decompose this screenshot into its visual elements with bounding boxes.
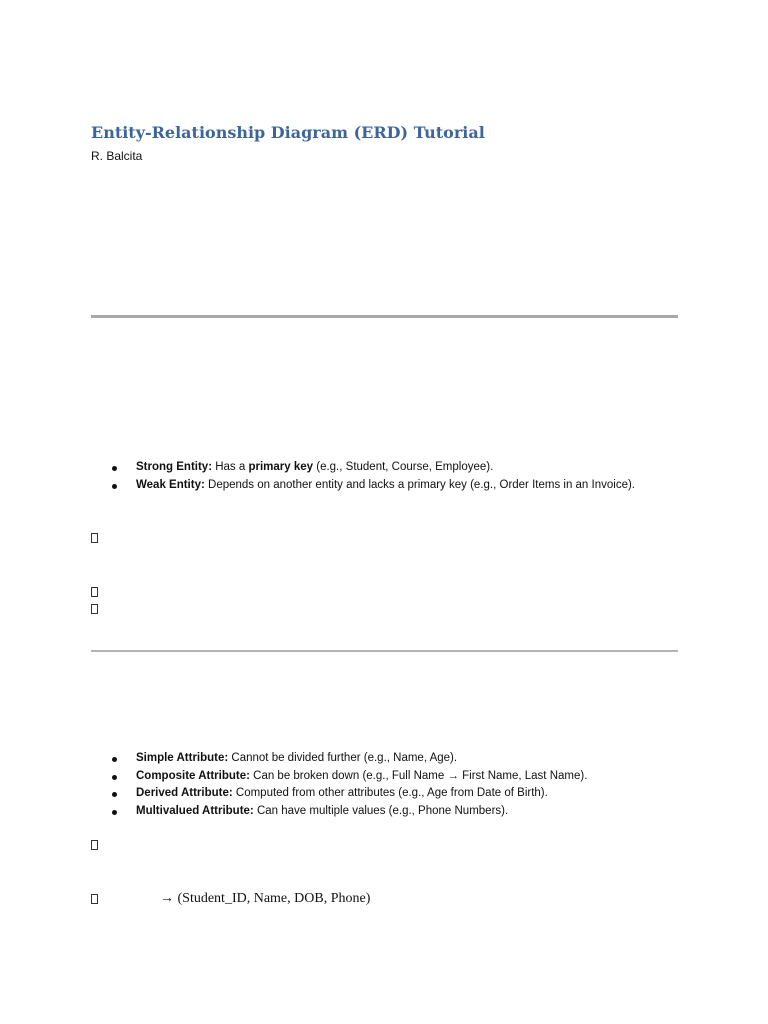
emphasis-text: primary key — [248, 461, 314, 473]
term-label: Simple Attribute: — [136, 752, 229, 764]
document-author: R. Balcita — [91, 149, 143, 163]
missing-glyph-icon — [91, 894, 98, 904]
description-text: Can have multiple values (e.g., Phone Numbers). — [253, 804, 509, 817]
description-text: Cannot be divided further (e.g., Name, Age). — [228, 752, 458, 764]
entity-types-list — [110, 459, 646, 494]
list-item-composite-attribute — [110, 768, 646, 786]
description-text: Has a — [212, 461, 249, 473]
missing-glyph-icon — [91, 604, 98, 614]
list-item-strong-entity — [110, 459, 646, 477]
missing-glyph-icon — [91, 840, 98, 850]
bullet-icon — [112, 757, 117, 762]
bullet-icon — [112, 810, 117, 815]
bullet-icon — [112, 792, 117, 797]
term-label: Composite Attribute: — [136, 769, 250, 782]
bullet-icon — [112, 775, 117, 780]
list-item-simple-attribute — [110, 750, 646, 768]
list-item-multivalued-attribute — [110, 803, 646, 821]
document-title: Entity-Relationship Diagram (ERD) Tutorial — [91, 123, 485, 142]
horizontal-divider — [91, 650, 678, 652]
term-label: Strong Entity: — [136, 461, 213, 473]
relation-schema-text: → (Student_ID, Name, DOB, Phone) — [160, 891, 371, 906]
list-item-derived-attribute — [110, 785, 646, 803]
bullet-icon — [112, 466, 117, 471]
term-label: Weak Entity: — [136, 478, 205, 491]
term-label: Multivalued Attribute: — [136, 804, 254, 817]
description-text: Computed from other attributes (e.g., Age from Date of Birth). — [232, 787, 548, 799]
description-text: Depends on another entity and lacks a primary key (e.g., Order Items in an Invoice). — [204, 478, 635, 491]
attribute-types-list — [110, 750, 646, 820]
missing-glyph-icon — [91, 587, 98, 597]
description-text: Can be broken down (e.g., Full Name → First Name, Last Name). — [249, 769, 588, 782]
missing-glyph-icon — [91, 533, 98, 543]
horizontal-divider — [91, 315, 678, 318]
term-label: Derived Attribute: — [136, 787, 233, 799]
bullet-icon — [112, 484, 117, 489]
list-item-weak-entity — [110, 477, 646, 495]
description-text: (e.g., Student, Course, Employee). — [313, 461, 494, 473]
